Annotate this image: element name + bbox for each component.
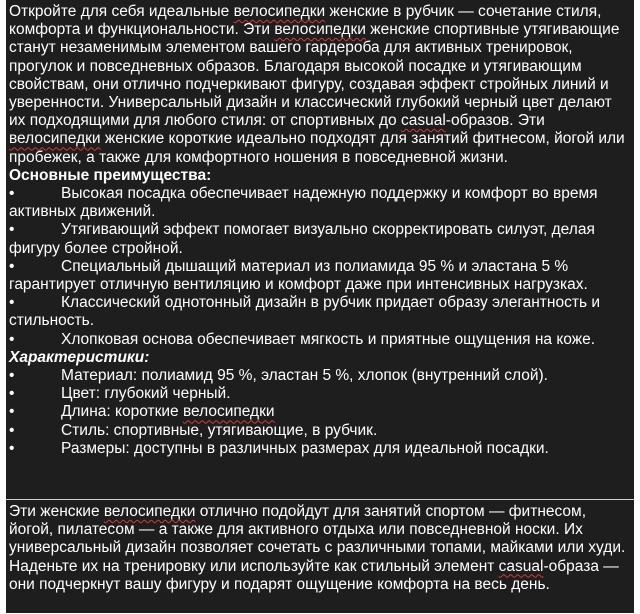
intro-text: женские короткие идеально подходят для занятий фитнесом, йогой или пробежек, а также для комфортного ношения в повседневной жизни. bbox=[9, 130, 625, 166]
bullet: • bbox=[9, 294, 15, 312]
bullet: • bbox=[9, 421, 15, 439]
advantages-heading: Основные преимущества: bbox=[9, 166, 212, 184]
specs-heading: Характеристики: bbox=[9, 348, 150, 366]
intro-paragraph bbox=[9, 3, 630, 167]
bullet: • bbox=[9, 221, 15, 239]
intro-text: Откройте для себя идеальные bbox=[9, 3, 234, 20]
outro-text: отлично подойдут для занятий спортом — фитнесом, йогой, пилатесом — а также для активного отдыха или повседневной носки. Их универсальный дизайн позволяет сочетать с различными топами, майками или худи. Наденьте их на тренировку или используйте как стильный элемент bbox=[9, 503, 626, 575]
advantage-text: Высокая посадка обеспечивает надежную поддержку и комфорт во время активных движений. bbox=[9, 185, 598, 221]
spec-item bbox=[9, 403, 630, 421]
spelling-flag-word[interactable]: велосипедки bbox=[274, 21, 366, 39]
spec-item bbox=[9, 385, 630, 403]
advantage-item bbox=[9, 258, 630, 294]
intro-text: -образов. Эти bbox=[445, 112, 545, 130]
spec-text: Стиль: спортивные, утягивающие, в рубчик. bbox=[61, 421, 378, 439]
spec-text: Размеры: доступны в различных размерах для идеальной посадки. bbox=[61, 439, 549, 457]
spelling-flag-word[interactable]: велосипедки bbox=[9, 130, 101, 148]
advantage-item bbox=[9, 294, 630, 330]
outro-text: Эти женские bbox=[9, 503, 104, 520]
bullet: • bbox=[9, 367, 15, 385]
spelling-flag-word[interactable]: велосипедки bbox=[233, 3, 326, 20]
description-block[interactable] bbox=[6, 0, 634, 499]
spec-text: Длина: короткие bbox=[61, 403, 183, 421]
advantage-text: Хлопковая основа обеспечивает мягкость и приятные ощущения на коже. bbox=[61, 330, 596, 348]
spec-item bbox=[9, 367, 630, 385]
spec-item bbox=[9, 422, 630, 440]
outro-block[interactable] bbox=[6, 499, 634, 613]
advantage-item bbox=[9, 331, 630, 349]
bullet: • bbox=[9, 257, 15, 275]
outro-text: -образа — они подчеркнут вашу фигуру и подарят ощущение комфорта на весь день. bbox=[9, 557, 619, 593]
bullet: • bbox=[9, 439, 15, 457]
spec-item bbox=[9, 440, 630, 458]
advantage-item bbox=[9, 185, 630, 221]
spec-text: Материал: полиамид 95 %, эластан 5 %, хлопок (внутренний слой). bbox=[61, 367, 548, 385]
spelling-flag-word[interactable]: casual bbox=[400, 112, 446, 130]
spelling-flag-word[interactable]: casual bbox=[498, 557, 544, 575]
bullet: • bbox=[9, 330, 15, 348]
outro-paragraph bbox=[9, 503, 630, 594]
spec-text: Цвет: глубокий черный. bbox=[61, 385, 231, 403]
intro-text: женские спортивные утягивающие станут незаменимым элементом вашего гардероба для активных тренировок, прогулок и повседневных образов. Благодаря высокой посадке и утягивающим свойствам, они отлично подчеркивают фигуру, создавая эффект стройных линий и уверенности. Универсальный дизайн и классический глубокий черный цвет делают их подходящими для любого стиля: от спортивных до bbox=[9, 21, 620, 130]
intro-text: женские в рубчик — сочетание стиля, комфорта и функциональности. Эти bbox=[9, 3, 602, 39]
bullet: • bbox=[9, 385, 15, 403]
advantage-text: Классический однотонный дизайн в рубчик придает образу элегантность и стильность. bbox=[9, 294, 600, 330]
advantage-text: Утягивающий эффект помогает визуально скорректировать силуэт, делая фигуру более стройной. bbox=[9, 221, 595, 257]
bullet: • bbox=[9, 403, 15, 421]
bullet: • bbox=[9, 185, 15, 203]
advantage-item bbox=[9, 221, 630, 257]
advantage-text: Специальный дышащий материал из полиамида 95 % и эластана 5 % гарантирует отличную вентиляцию и комфорт даже при интенсивных нагрузках. bbox=[9, 257, 588, 294]
spelling-flag-word[interactable]: велосипедки bbox=[182, 403, 275, 421]
spelling-flag-word[interactable]: велосипедки bbox=[103, 503, 196, 520]
